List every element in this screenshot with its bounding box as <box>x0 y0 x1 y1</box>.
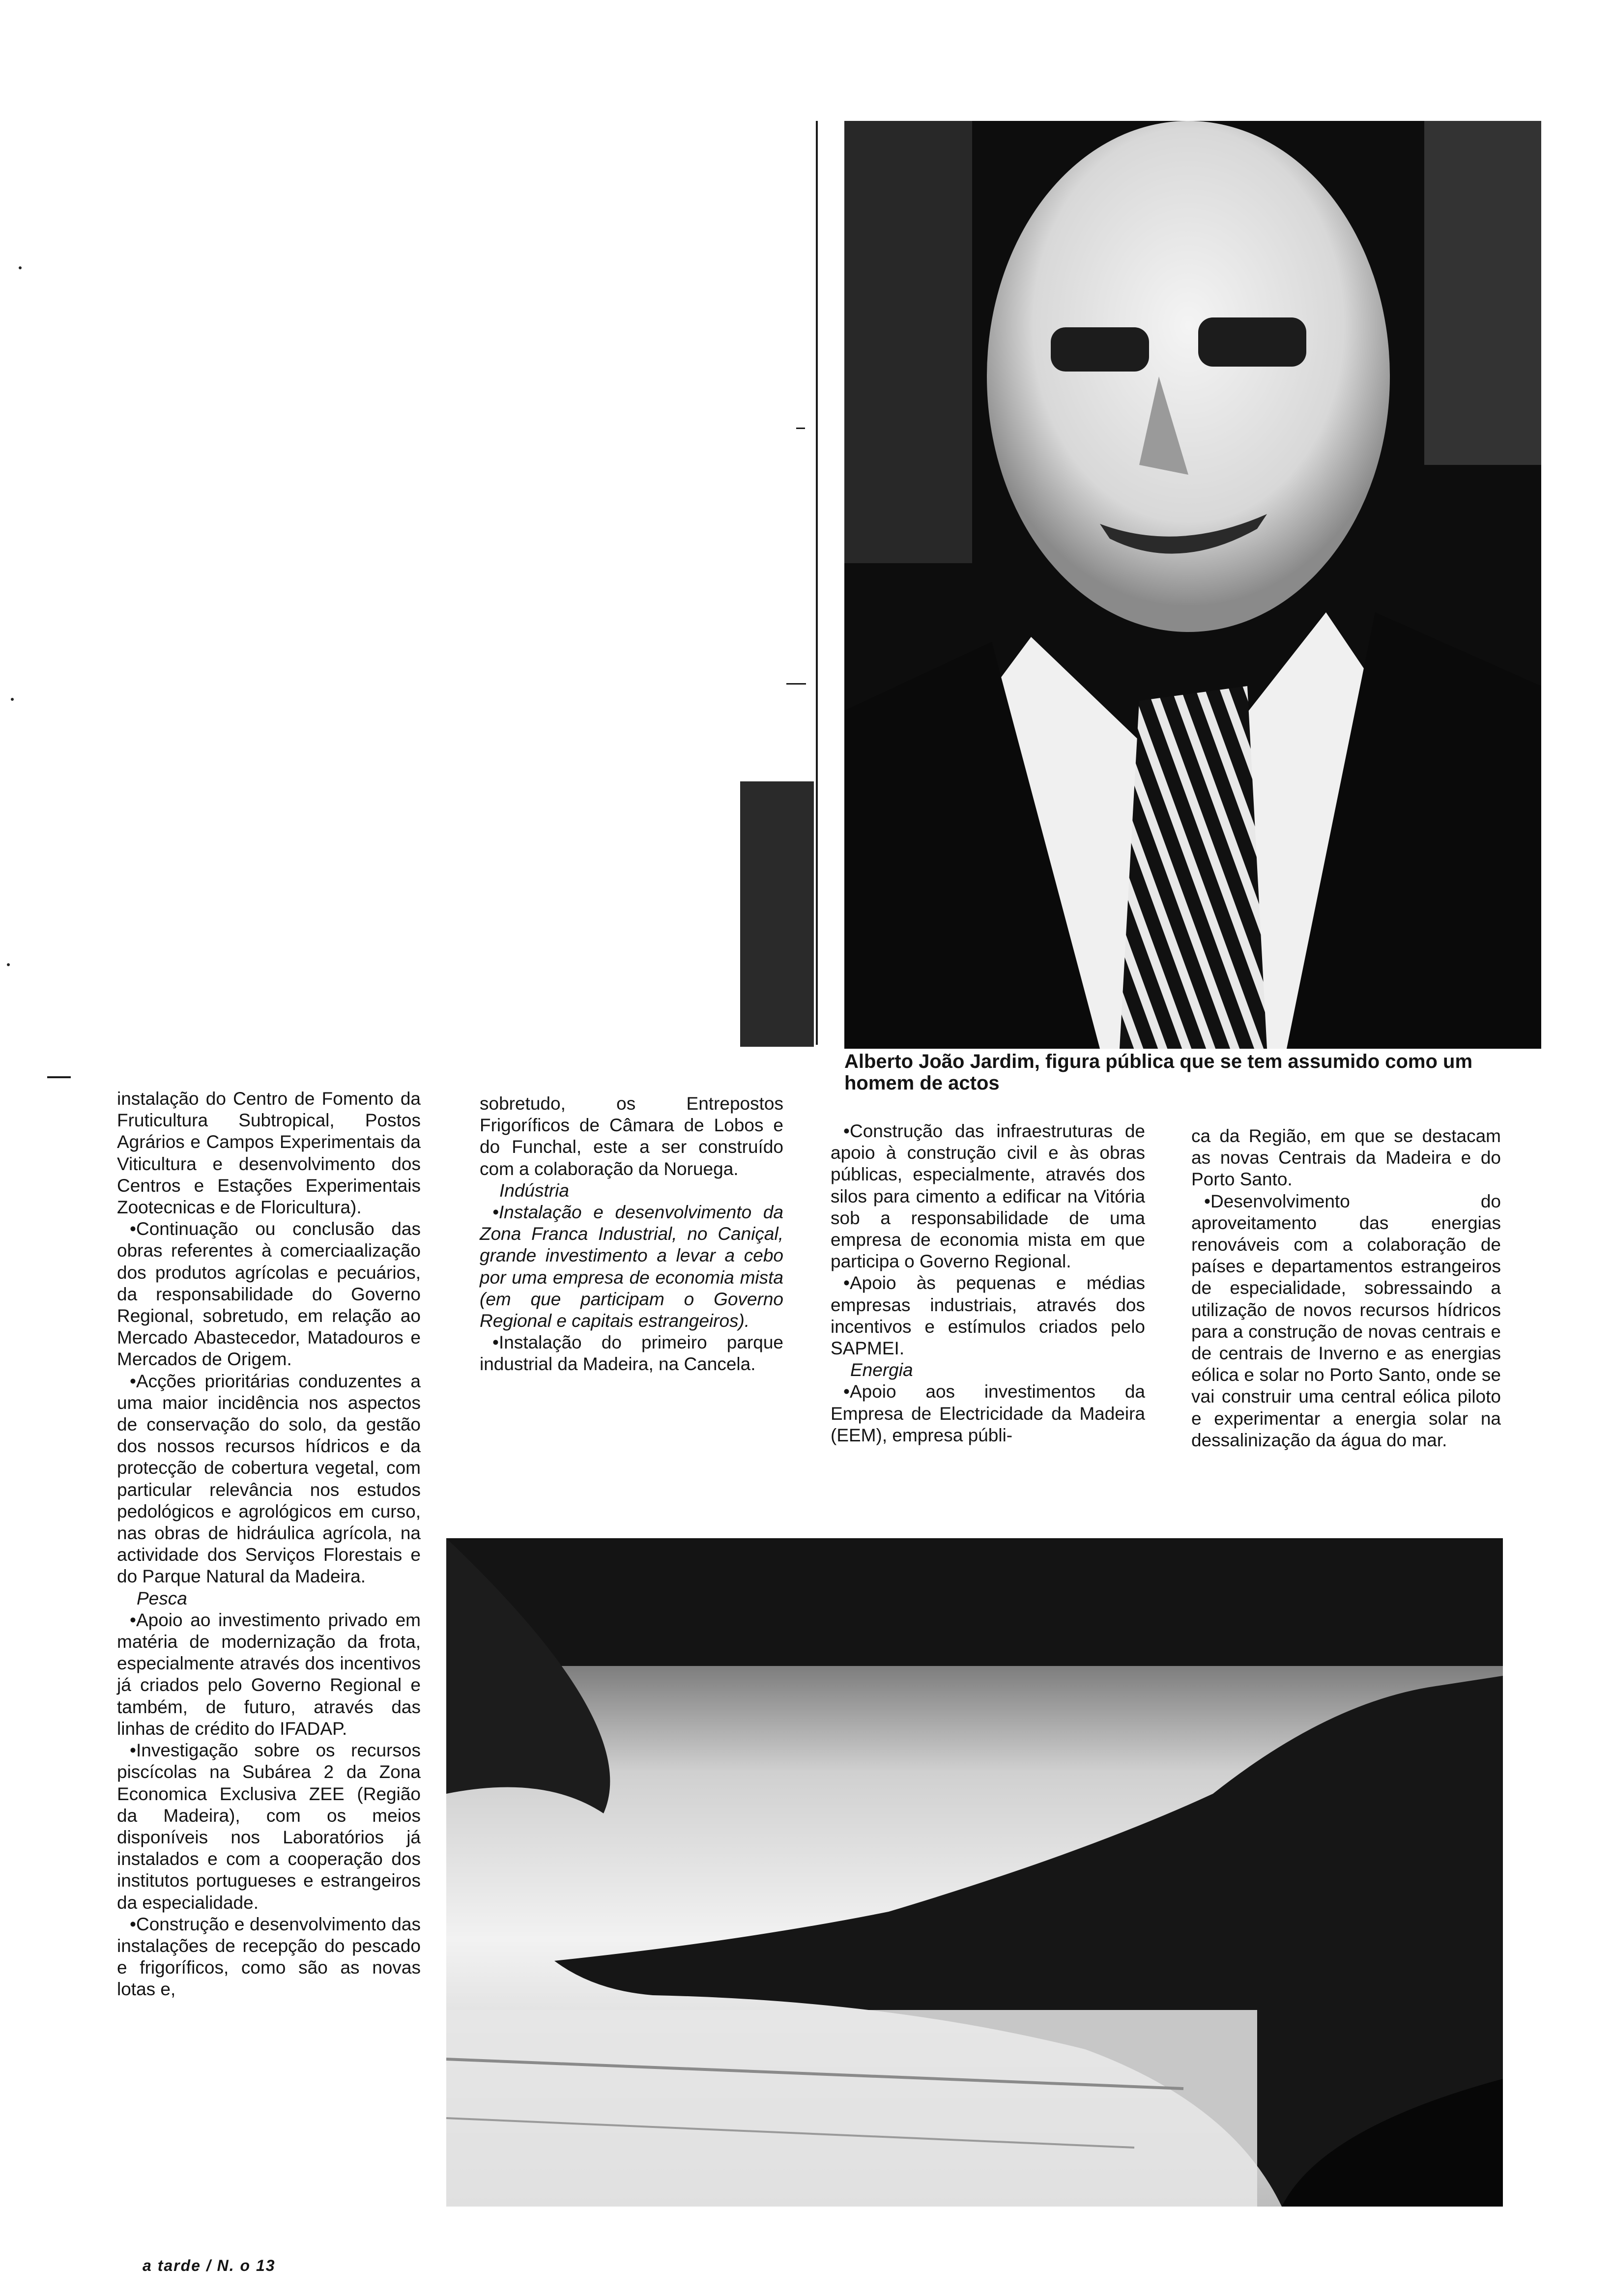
photo-caption: Alberto João Jardim, figura pública que se tem assumido como um homem de actos <box>844 1051 1473 1094</box>
print-speck <box>19 266 22 269</box>
bullet-paragraph: • Apoio ao investimento privado em matéria de modernização da frota, especialmente através dos incentivos já criados pelo Governo Regional e também, de futuro, através das linhas de crédito do IFADAP. <box>117 1609 421 1740</box>
paragraph: ca da Região, em que se destacam as novas Centrais da Madeira e do Porto Santo. <box>1191 1126 1501 1190</box>
paragraph: sobretudo, os Entrepostos Frigoríficos de Câmara de Lobos e do Funchal, este a ser construído com a colaboração da Noruega. <box>480 1093 783 1179</box>
page-footer: a tarde / N. o 13 <box>143 2257 276 2274</box>
section-heading: Indústria <box>499 1180 569 1201</box>
text-column-1 <box>117 1088 421 2001</box>
bullet-paragraph: • Acções prioritárias conduzentes a uma maior incidência nos aspectos de conservação do solo, da gestão dos nossos recursos hídricos e da protecção de cobertura vegetal, com particular relevância nos estudos pedológicos e agrológicos em curso, nas obras de hidráulica agrícola, na actividade dos Serviços Florestais e do Parque Natural da Madeira. <box>117 1371 421 1588</box>
bullet-paragraph: • Apoio às pequenas e médias empresas industriais, através dos incentivos e estímulos criados pelo SAPMEI. <box>831 1272 1145 1359</box>
bullet-paragraph: • Apoio aos investimentos da Empresa de Electricidade da Madeira (EEM), empresa públi- <box>831 1381 1145 1446</box>
bullet-paragraph: • Continuação ou conclusão das obras referentes à comerciaalização dos produtos agrícolas e pecuários, da responsabilidade do Governo Regional, sobretudo, em relação ao Mercado Abastecedor, Matadouros e Mercados de Origem. <box>117 1218 421 1370</box>
vertical-rule <box>816 121 818 1045</box>
bullet-paragraph: • Instalação do primeiro parque industrial da Madeira, na Cancela. <box>480 1332 783 1375</box>
print-speck <box>11 698 14 701</box>
tick-mark <box>786 683 806 685</box>
print-speck <box>7 963 10 966</box>
tick-mark <box>796 428 805 429</box>
paragraph: instalação do Centro de Fomento da Fruticultura Subtropical, Postos Agrários e Campos Experimentais da Viticultura e desenvolvimento dos Centros e Estações Experimentais Zootecnicas e de Floricultura). <box>117 1089 421 1218</box>
portrait-photo <box>844 121 1541 1049</box>
bullet-paragraph: • Desenvolvimento do aproveitamento das energias renováveis com a colaboração de países e departamentos estrangeiros de especialidade, sobressaindo a utilização de novos recursos hídricos para a construção de novas centrais e de centrais de Inverno e as energias eólica e solar no Porto Santo, onde se vai construir uma central eólica piloto e experimentar a energia solar na dessalinização da água do mar. <box>1191 1191 1501 1451</box>
coastline-photo <box>446 1538 1503 2207</box>
text-column-3 <box>831 1120 1145 1446</box>
bullet-paragraph: • Construção e desenvolvimento das instalações de recepção do pescado e frigoríficos, como são as novas lotas e, <box>117 1914 421 2001</box>
bullet-paragraph: • Construção das infraestruturas de apoio à construção civil e às obras públicas, especialmente, através dos silos para cimento a edificar na Vitória sob a responsabilidade de uma empresa de economia mista em que participa o Governo Regional. <box>831 1120 1145 1272</box>
tick-mark <box>47 1076 71 1078</box>
section-heading: Energia <box>850 1360 913 1380</box>
text-column-2 <box>480 1093 783 1376</box>
bullet-paragraph: • Investigação sobre os recursos piscícolas na Subárea 2 da Zona Economica Exclusiva ZEE (Região da Madeira), com os meios disponíveis nos Laboratórios já instalados e com a cooperação dos institutos portugueses e estrangeiros da especialidade. <box>117 1740 421 1914</box>
section-heading: Pesca <box>137 1588 187 1608</box>
left-strip-image <box>740 781 814 1047</box>
bullet-paragraph: • Instalação e desenvolvimento da Zona Franca Industrial, no Caniçal, grande investimento a levar a cebo por uma empresa de economia mista (em que participam o Governo Regional e capitais estrangeiros). <box>480 1202 783 1332</box>
text-column-4 <box>1191 1125 1501 1451</box>
